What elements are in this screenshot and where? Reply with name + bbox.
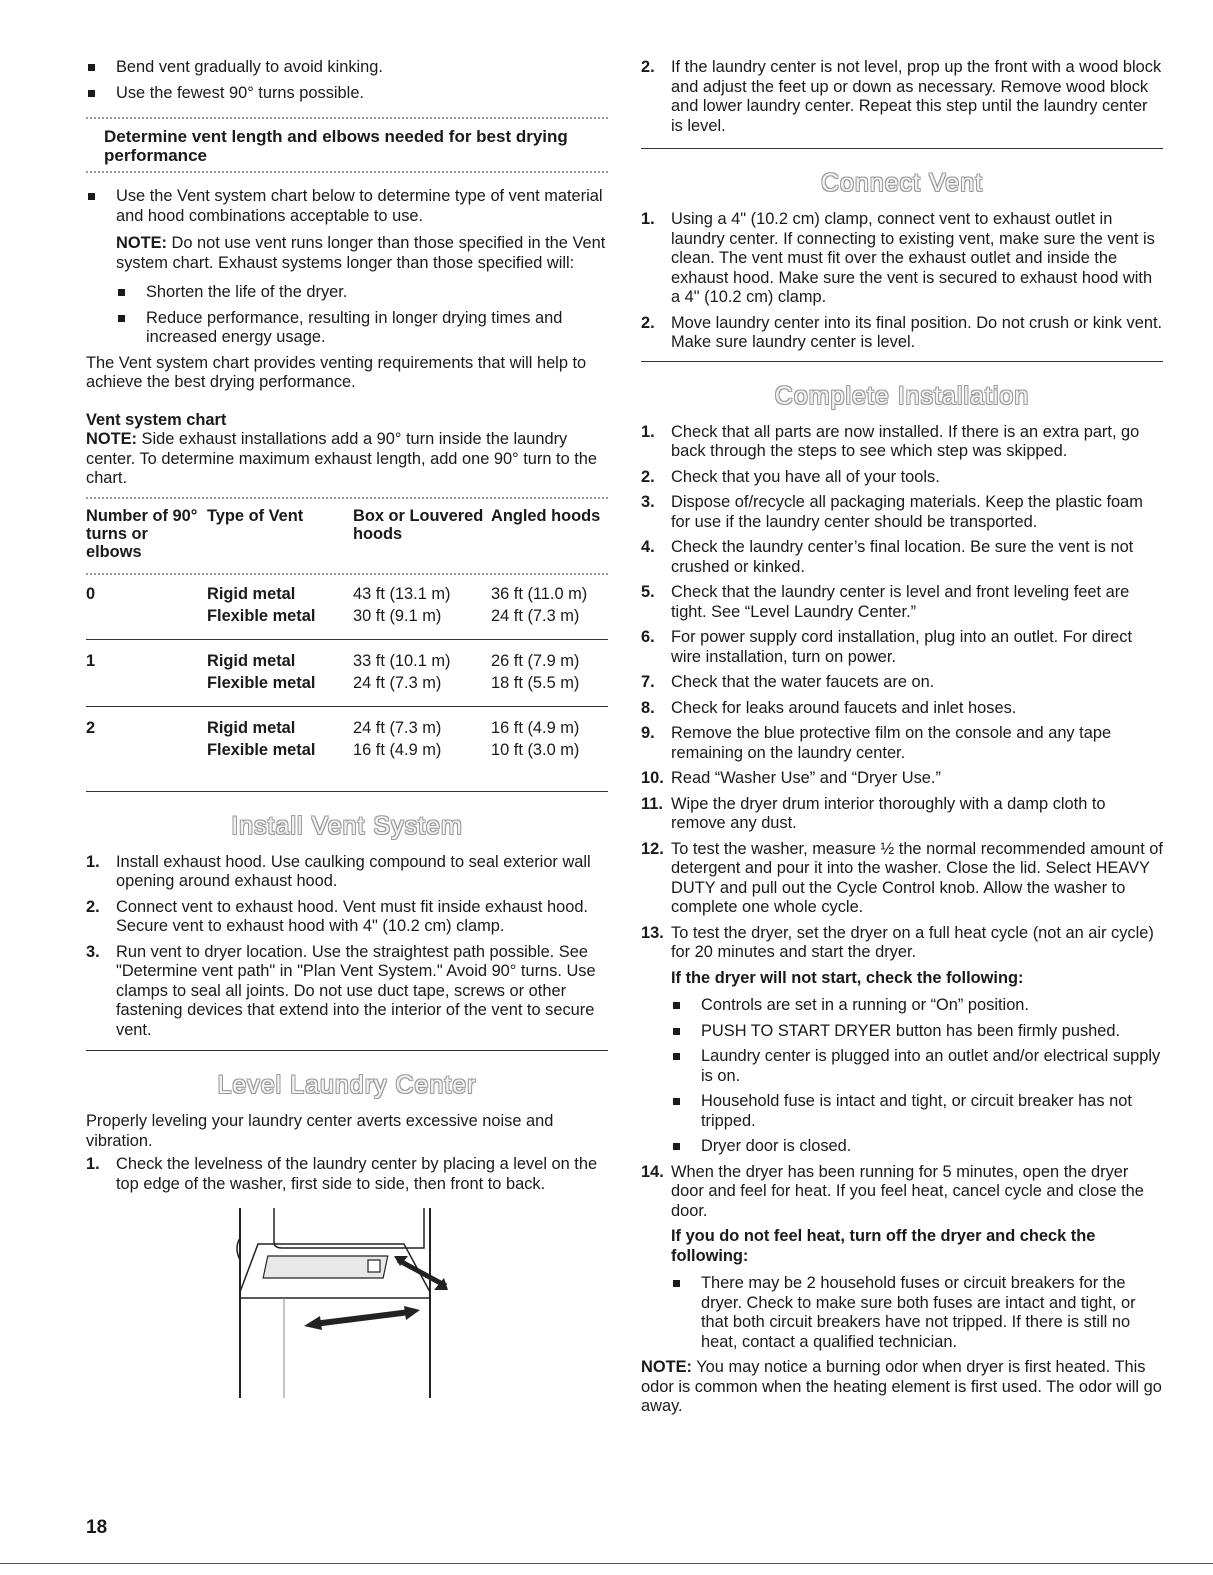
step-text: To test the washer, measure ½ the normal recommended amount of detergent and pour it into the washer. Close the lid. Select HEAVY DUTY and pull out the Cycle Control knob. Allow the washer to complete one whole cycle.	[671, 839, 1163, 916]
final-note	[641, 1358, 1163, 1417]
step-text: To test the dryer, set the dryer on a full heat cycle (not an air cycle) for 20 minutes and start the dryer.	[671, 923, 1154, 961]
step-text: Remove the blue protective film on the console and any tape remaining on the laundry center.	[671, 724, 1112, 762]
numbered-step: 2. Check that you have all of your tools.	[641, 467, 940, 486]
cell-box: 33 ft (10.1 m)	[353, 651, 451, 670]
note-label: NOTE:	[116, 234, 167, 252]
step-text: Dispose of/recycle all packaging materials. Keep the plastic foam for use if the laundry center should be transported.	[671, 493, 1143, 531]
level-title: Level Laundry Center	[217, 1071, 477, 1099]
cell-type: Rigid metal	[207, 584, 296, 603]
step-text: Check the laundry center’s final location. Be sure the vent is not crushed or kinked.	[671, 538, 1134, 576]
bullet-item: Bend vent gradually to avoid kinking.	[86, 58, 608, 78]
note-text: Do not use vent runs longer than those specified in the Vent system chart. Exhaust systems longer than those specified will:	[116, 234, 606, 272]
step-text: Check that the water faucets are on.	[671, 673, 935, 691]
section-rule	[641, 361, 1163, 362]
numbered-step: 12. To test the washer, measure ½ the normal recommended amount of detergent and pour it into the washer. Close the lid. Select HEAVY DUTY and pull out the Cycle Control knob. Allow the washer to complete one whole cycle.	[641, 839, 1163, 916]
cell-box: 30 ft (9.1 m)	[353, 605, 491, 640]
numbered-step: 9. Remove the blue protective film on the console and any tape remaining on the laundry center.	[641, 724, 1112, 762]
section-rule	[641, 148, 1163, 149]
numbered-step: 8. Check for leaks around faucets and inlet hoses.	[641, 698, 1017, 717]
numbered-step: 10. Read “Washer Use” and “Dryer Use.”	[641, 769, 941, 787]
cell-type: Flexible metal	[207, 672, 353, 707]
section-rule	[86, 1050, 608, 1051]
numbered-step: 2. Move laundry center into its final position. Do not crush or kink vent. Make sure laundry center is level.	[641, 313, 1163, 351]
step-text: Check that all parts are now installed. If there is an extra part, go back through the steps to see which step was skipped.	[671, 422, 1140, 460]
no-heat-heading: If you do not feel heat, turn off the dryer and check the following:	[671, 1227, 1096, 1265]
determine-heading: Determine vent length and elbows needed for best drying performance	[104, 127, 568, 165]
page-number: 18	[86, 1517, 108, 1538]
cell-type: Rigid metal	[207, 651, 296, 670]
cell-angled: 24 ft (7.3 m)	[491, 605, 608, 640]
sub-bullet-item: Dryer door is closed.	[671, 1137, 1163, 1157]
chart-heading: Vent system chart	[86, 410, 227, 429]
step-text: Using a 4" (10.2 cm) clamp, connect vent to exhaust outlet in laundry center. If connecting to existing vent, make sure the vent is clean. The vent must fit over the exhaust outlet and inside the exhaust hood. Make sure the vent is secured to exhaust hood with a 4" (10.2 cm) clamp.	[671, 210, 1155, 306]
cell-angled: 36 ft (11.0 m)	[491, 584, 588, 603]
cell-turns	[86, 739, 207, 792]
cell-angled: 10 ft (3.0 m)	[491, 739, 608, 792]
step-text: When the dryer has been running for 5 minutes, open the dryer door and feel for heat. If you feel heat, cancel cycle and close the door.	[671, 1162, 1144, 1220]
numbered-step: 5. Check that the laundry center is level and front leveling feet are tight. See “Level Laundry Center.”	[641, 583, 1130, 621]
note-label: NOTE:	[641, 1358, 692, 1376]
cell-angled: 16 ft (4.9 m)	[491, 718, 580, 737]
numbered-step: 3. Dispose of/recycle all packaging materials. Keep the plastic foam for use if the laundry center should be transported.	[641, 493, 1143, 531]
numbered-step: 13. To test the dryer, set the dryer on a full heat cycle (not an air cycle) for 20 minutes and start the dryer.	[641, 923, 1154, 961]
note-paragraph	[86, 430, 608, 489]
table-row	[86, 605, 608, 640]
step-text: Check that you have all of your tools.	[671, 467, 940, 486]
dotted-rule	[86, 573, 608, 575]
sub-bullet-item: Controls are set in a running or “On” position.	[671, 996, 1163, 1016]
note-text: Side exhaust installations add a 90° turn inside the laundry center. To determine maximum exhaust length, add one 90° turn to the chart.	[86, 430, 598, 487]
note-label: NOTE:	[86, 430, 137, 448]
install-vent-title: Install Vent System	[231, 811, 463, 840]
level-intro: Properly leveling your laundry center averts excessive noise and vibration.	[86, 1112, 554, 1150]
bullet-item: Use the fewest 90° turns possible.	[86, 84, 608, 104]
connect-vent-title: Connect Vent	[820, 169, 984, 197]
header-box: Box or Louvered hoods	[353, 506, 484, 543]
complete-installation-title: Complete Installation	[774, 381, 1030, 410]
step-text: For power supply cord installation, plug into an outlet. For direct wire installation, turn on power.	[671, 628, 1132, 666]
step-text: Move laundry center into its final position. Do not crush or kink vent. Make sure laundry center is level.	[671, 313, 1163, 351]
chart-intro: The Vent system chart provides venting requirements that will help to achieve the best drying performance.	[86, 353, 587, 391]
numbered-step: 6. For power supply cord installation, plug into an outlet. For direct wire installation, turn on power.	[641, 628, 1132, 666]
sub-bullet-item: Shorten the life of the dryer.	[116, 283, 608, 303]
no-start-heading: If the dryer will not start, check the following:	[671, 968, 1024, 987]
table-row	[86, 639, 608, 672]
dotted-rule	[86, 171, 608, 173]
cell-box: 24 ft (7.3 m)	[353, 718, 442, 737]
header-turns: Number of 90° turns or elbows	[86, 506, 198, 561]
bottom-rule	[0, 1563, 1213, 1564]
step-text: Connect vent to exhaust hood. Vent must fit inside exhaust hood. Secure vent to exhaust hood with 4" (10.2 cm) clamp.	[116, 897, 588, 935]
table-row	[86, 672, 608, 707]
cell-box: 43 ft (13.1 m)	[353, 584, 451, 603]
step-text: Wipe the dryer drum interior thoroughly with a damp cloth to remove any dust.	[671, 794, 1106, 832]
leveling-illustration	[234, 1208, 608, 1403]
numbered-step: 2. Connect vent to exhaust hood. Vent must fit inside exhaust hood. Secure vent to exhaust hood with 4" (10.2 cm) clamp.	[86, 897, 588, 935]
sub-bullet-item: PUSH TO START DRYER button has been firmly pushed.	[671, 1022, 1163, 1042]
table-header-row	[86, 507, 608, 561]
numbered-step: 1. Install exhaust hood. Use caulking compound to seal exterior wall opening around exhaust hood.	[86, 852, 591, 890]
cell-type: Flexible metal	[207, 605, 353, 640]
step-text: Read “Washer Use” and “Dryer Use.”	[671, 769, 941, 787]
sub-bullet-item: There may be 2 household fuses or circuit breakers for the dryer. Check to make sure both fuses are intact and tight, or that both circuit breakers have not tripped. If there is still no heat, contact a qualified technician.	[671, 1274, 1163, 1352]
numbered-step: 1. Using a 4" (10.2 cm) clamp, connect vent to exhaust outlet in laundry center. If connecting to existing vent, make sure the vent is clean. The vent must fit over the exhaust outlet and inside the exhaust hood. Make sure the vent is secured to exhaust hood with a 4" (10.2 cm) clamp.	[641, 210, 1155, 306]
numbered-step: 7. Check that the water faucets are on.	[641, 673, 935, 691]
cell-turns: 1	[86, 651, 96, 670]
numbered-step: 2. If the laundry center is not level, prop up the front with a wood block and adjust the feet up or down as necessary. Remove wood block and lower laundry center. Repeat this step until the laundry center is level.	[641, 58, 1162, 135]
numbered-step: 14. When the dryer has been running for 5 minutes, open the dryer door and feel for heat. If you feel heat, cancel cycle and close the door.	[641, 1162, 1144, 1220]
header-type: Type of Vent	[207, 506, 304, 525]
bullet-item: Use the Vent system chart below to determine type of vent material and hood combinations acceptable to use.	[86, 187, 608, 226]
cell-box: 24 ft (7.3 m)	[353, 672, 491, 707]
vent-system-table	[86, 507, 608, 792]
header-angled: Angled hoods	[491, 506, 601, 525]
sub-bullet-item: Reduce performance, resulting in longer drying times and increased energy usage.	[116, 309, 608, 348]
cell-box: 16 ft (4.9 m)	[353, 739, 491, 792]
table-row	[86, 583, 608, 605]
step-text: Run vent to dryer location. Use the straightest path possible. See "Determine vent path" in "Plan Vent System." Avoid 90° turns. Use clamps to seal all joints. Do not use duct tape, screws or other fastening devices that extend into the interior of the vent to secure vent.	[116, 942, 596, 1039]
right-column	[641, 58, 1163, 1417]
cell-turns	[86, 605, 207, 640]
numbered-step: 1. Check that all parts are now installed. If there is an extra part, go back through the steps to see which step was skipped.	[641, 422, 1140, 460]
cell-turns	[86, 672, 207, 707]
step-text: Check the levelness of the laundry center by placing a level on the top edge of the washer, first side to side, then front to back.	[116, 1155, 598, 1193]
note-text: You may notice a burning odor when dryer is first heated. This odor is common when the heating element is first used. The odor will go away.	[641, 1358, 1162, 1415]
table-row	[86, 739, 608, 792]
numbered-step: 4. Check the laundry center’s final location. Be sure the vent is not crushed or kinked.	[641, 538, 1134, 576]
cell-type: Rigid metal	[207, 718, 296, 737]
note-paragraph	[86, 234, 608, 273]
step-text: Check for leaks around faucets and inlet hoses.	[671, 698, 1017, 717]
dotted-rule	[86, 497, 608, 499]
sub-bullet-item: Laundry center is plugged into an outlet and/or electrical supply is on.	[671, 1047, 1163, 1086]
cell-turns: 0	[86, 584, 96, 603]
cell-angled: 26 ft (7.9 m)	[491, 651, 580, 670]
step-text: Check that the laundry center is level and front leveling feet are tight. See “Level Laundry Center.”	[671, 583, 1130, 621]
laundry-center-level-illustration	[234, 1208, 464, 1398]
step-text: Install exhaust hood. Use caulking compound to seal exterior wall opening around exhaust hood.	[116, 852, 591, 890]
cell-angled: 18 ft (5.5 m)	[491, 672, 608, 707]
left-column	[86, 58, 608, 1403]
sub-bullet-item: Household fuse is intact and tight, or circuit breaker has not tripped.	[671, 1092, 1163, 1131]
numbered-step: 11. Wipe the dryer drum interior thoroughly with a damp cloth to remove any dust.	[641, 794, 1106, 832]
numbered-step: 1. Check the levelness of the laundry center by placing a level on the top edge of the washer, first side to side, then front to back.	[86, 1155, 598, 1193]
cell-type: Flexible metal	[207, 739, 353, 792]
numbered-step: 3. Run vent to dryer location. Use the straightest path possible. See "Determine vent path" in "Plan Vent System." Avoid 90° turns. Use clamps to seal all joints. Do not use duct tape, screws or other fastening devices that extend into the interior of the vent to secure vent.	[86, 942, 596, 1039]
cell-turns: 2	[86, 718, 96, 737]
step-text: If the laundry center is not level, prop up the front with a wood block and adjust the feet up or down as necessary. Remove wood block and lower laundry center. Repeat this step until the laundry center is level.	[671, 58, 1162, 135]
table-row	[86, 706, 608, 739]
